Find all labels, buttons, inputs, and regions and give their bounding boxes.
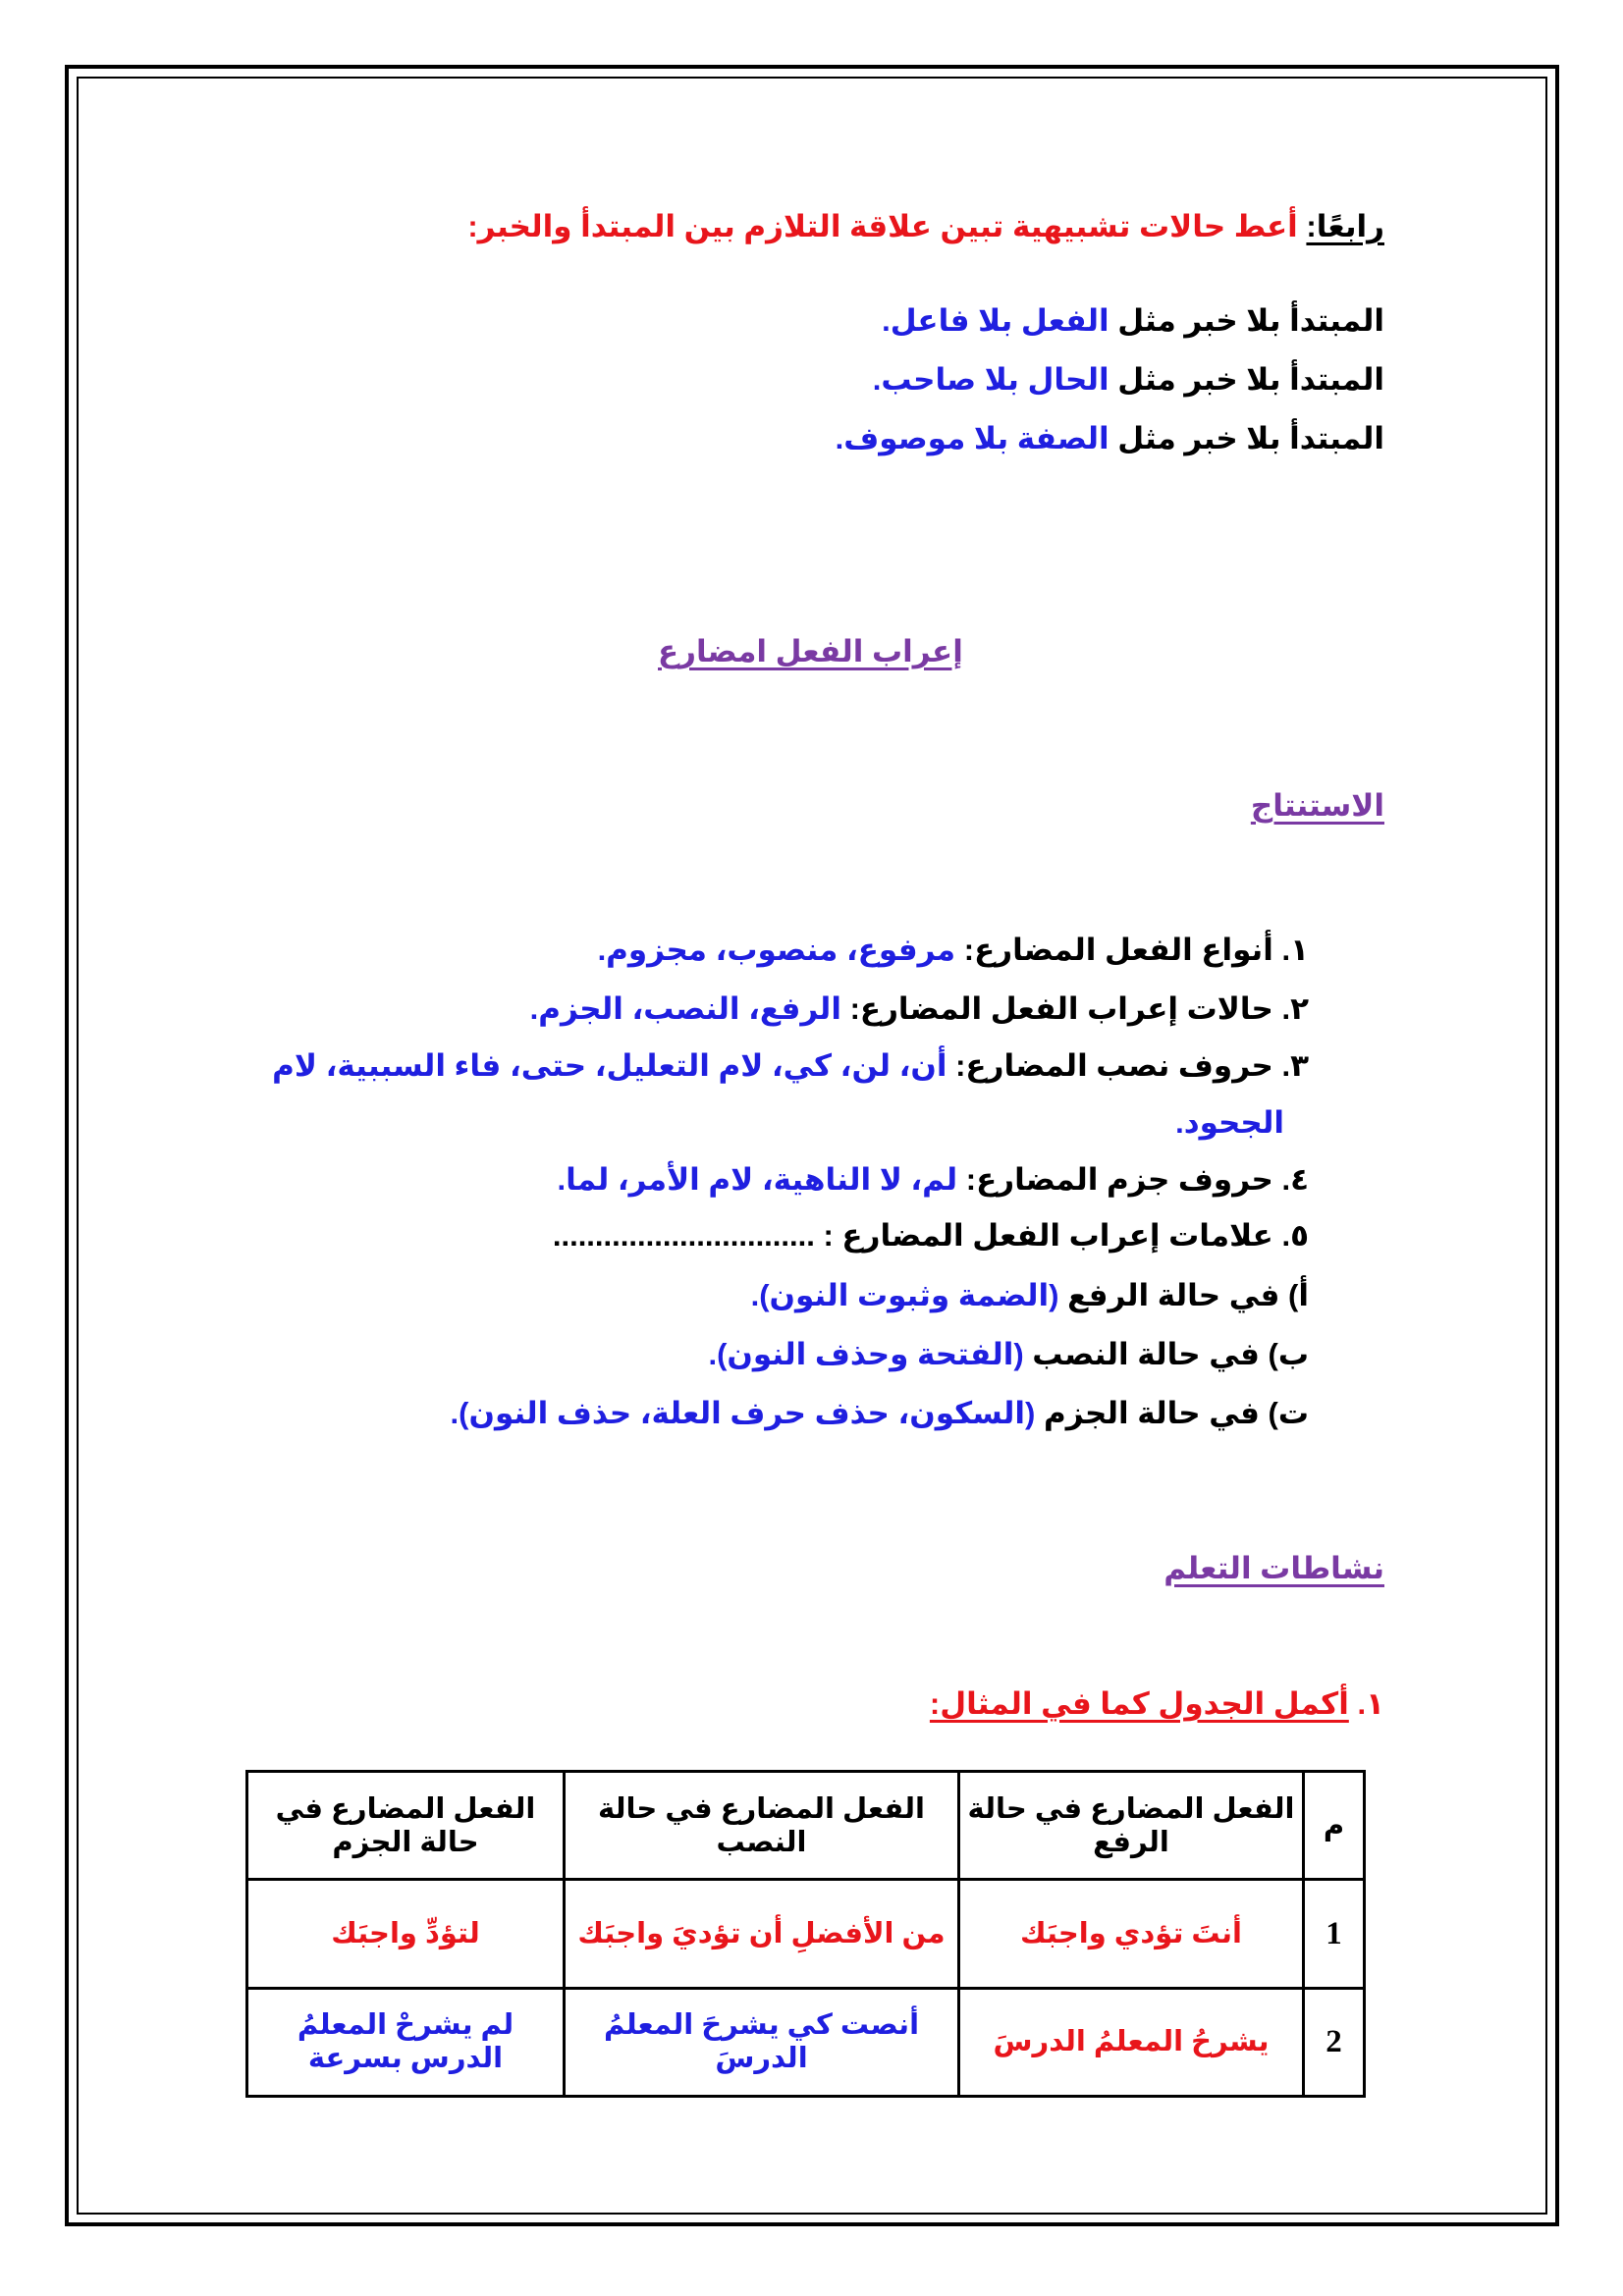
conclusion-item-5: ٥. علامات إعراب الفعل المضارع : ............................... xyxy=(552,1218,1309,1253)
cell-nasb: من الأفضلِ أن تؤديَ واجبَك xyxy=(565,1880,959,1988)
row-num: 1 xyxy=(1304,1880,1365,1988)
conclusion-heading: الاستنتاج xyxy=(1250,788,1384,823)
section4-title: أعط حالات تشبيهية تبين علاقة التلازم بين المبتدأ والخبر: xyxy=(467,209,1298,243)
header-jazm: الفعل المضارع في حالة الجزم xyxy=(247,1772,565,1880)
conclusion-item-3: ٣. حروف نصب المضارع: أن، لن، كي، لام التعليل، حتى، فاء السببية، لام xyxy=(272,1048,1309,1083)
table-header-row xyxy=(247,1772,1365,1880)
header-nasb: الفعل المضارع في حالة النصب xyxy=(565,1772,959,1880)
conjugation-table xyxy=(245,1770,1366,2098)
table-row xyxy=(247,1988,1365,2096)
lesson-title: إعراب الفعل امضارع xyxy=(658,634,963,668)
cell-raf: يشرحُ المعلمُ الدرسَ xyxy=(959,1988,1304,2096)
activities-heading: نشاطات التعلم xyxy=(1163,1551,1384,1585)
section4-line-3: المبتدأ بلا خبر مثل الصفة بلا موصوف. xyxy=(835,421,1384,455)
section4-label: رابعًا: xyxy=(1306,209,1384,243)
conclusion-item-3-cont: الجحود. xyxy=(1175,1105,1284,1140)
conclusion-item-2: ٢. حالات إعراب الفعل المضارع: الرفع، النصب، الجزم. xyxy=(529,991,1309,1026)
table-row xyxy=(247,1880,1365,1988)
cell-raf: أنتَ تؤدي واجبَك xyxy=(959,1880,1304,1988)
cell-jazm: لم يشرحْ المعلمُ الدرس بسرعة xyxy=(247,1988,565,2096)
section4-line-1: المبتدأ بلا خبر مثل الفعل بلا فاعل. xyxy=(882,303,1384,338)
conclusion-sub-c: ت) في حالة الجزم (السكون، حذف حرف العلة، حذف النون). xyxy=(450,1396,1309,1430)
cell-nasb: أنصت كي يشرحَ المعلمُ الدرسَ xyxy=(565,1988,959,2096)
row-num: 2 xyxy=(1304,1988,1365,2096)
section4-heading xyxy=(467,209,1384,244)
conclusion-item-1: ١. أنواع الفعل المضارع: مرفوع، منصوب، مجزوم. xyxy=(597,933,1309,967)
conclusion-sub-b: ب) في حالة النصب (الفتحة وحذف النون). xyxy=(708,1337,1309,1371)
conclusion-sub-a: أ) في حالة الرفع (الضمة وثبوت النون). xyxy=(750,1278,1309,1312)
section4-line-2: المبتدأ بلا خبر مثل الحال بلا صاحب. xyxy=(872,362,1384,397)
cell-jazm: لتؤدِّ واجبَك xyxy=(247,1880,565,1988)
activity-task: ١. أكمل الجدول كما في المثال: xyxy=(929,1686,1384,1721)
conclusion-item-4: ٤. حروف جزم المضارع: لم، لا الناهية، لام الأمر، لما. xyxy=(557,1162,1309,1197)
header-num: م xyxy=(1304,1772,1365,1880)
header-raf: الفعل المضارع في حالة الرفع xyxy=(959,1772,1304,1880)
